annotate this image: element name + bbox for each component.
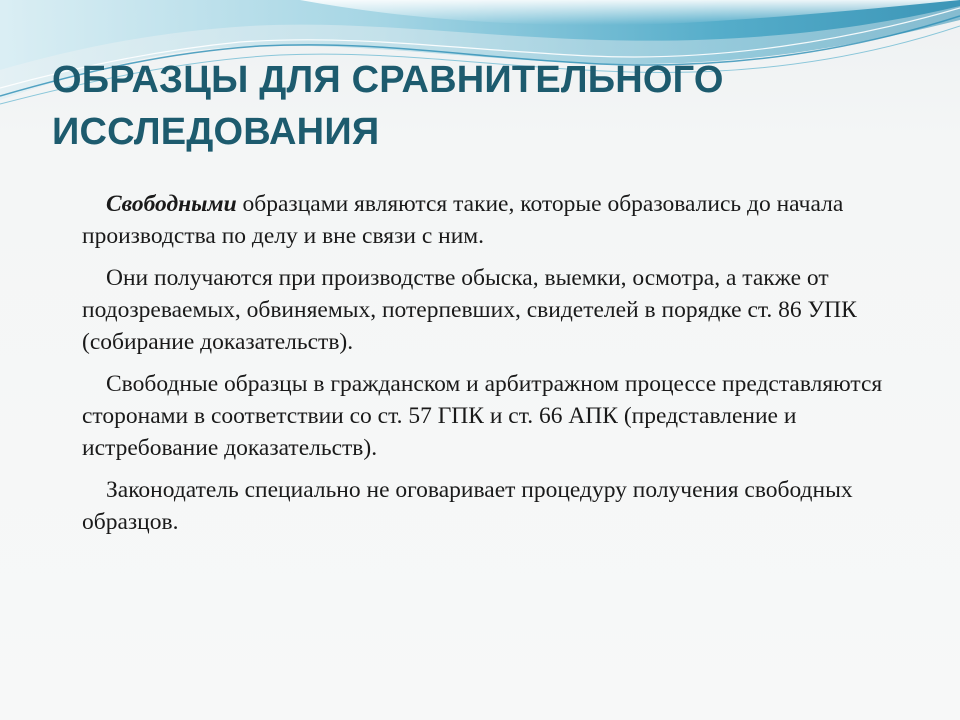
paragraph-civil-arbitration: Свободные образцы в гражданском и арбитражном процессе представляются сторонами в соответствии со ст. 57 ГПК и ст. 66 АПК (представление и истребование доказательств). xyxy=(82,371,883,461)
slide-title-line-1: ОБРАЗЦЫ ДЛЯ СРАВНИТЕЛЬНОГО xyxy=(52,59,724,101)
paragraph-text: образцами являются такие, которые образовались до начала производства по делу и вне связи с ним. xyxy=(82,191,844,249)
paragraph-obtaining: Они получаются при производстве обыска, выемки, осмотра, а также от подозреваемых, обвиняемых, потерпевших, свидетелей в порядке ст. 86 УПК (собирание доказательств). xyxy=(82,265,857,355)
slide-title xyxy=(52,54,912,158)
slide-body xyxy=(82,188,902,548)
term-free-samples: Свободными xyxy=(106,191,237,217)
paragraph-free-samples-definition xyxy=(82,188,902,252)
paragraph-legislator: Законодатель специально не оговаривает процедуру получения свободных образцов. xyxy=(82,477,853,535)
slide-title-line-2: ИССЛЕДОВАНИЯ xyxy=(52,111,380,153)
